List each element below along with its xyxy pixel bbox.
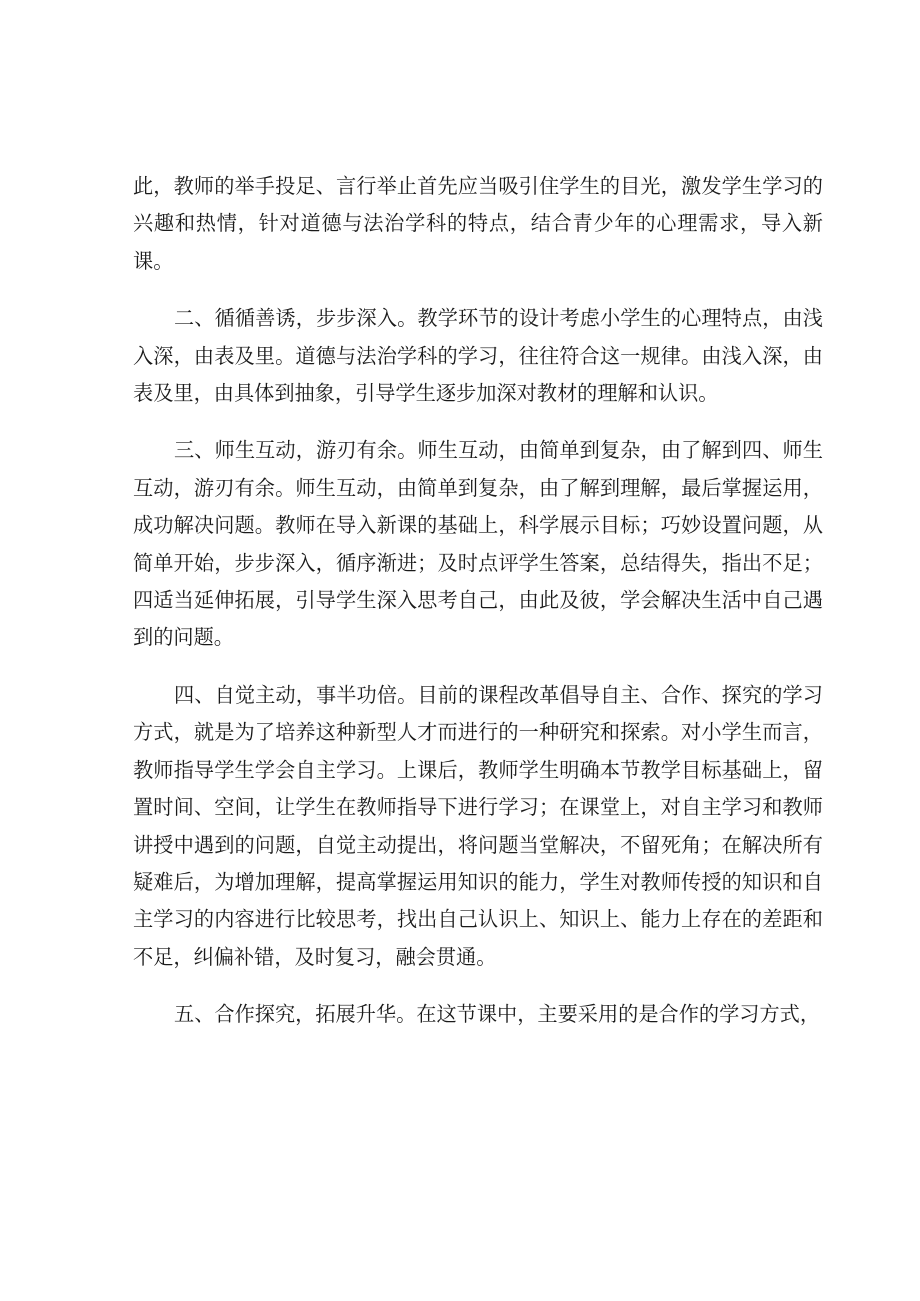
paragraph-continuation: 此，教师的举手投足、言行举止首先应当吸引住学生的目光，激发学生学习的兴趣和热情，针对道德与法治学科的特点，结合青少年的心理需求，导入新课。 <box>133 174 823 273</box>
paragraph-section-four: 四、自觉主动，事半功倍。目前的课程改革倡导自主、合作、探究的学习方式，就是为了培养这种新型人才而进行的一种研究和探索。对小学生而言，教师指导学生学会自主学习。上课后，教师学生明确本节教学目标基础上，留置时间、空间，让学生在教师指导下进行学习；在课堂上，对自主学习和教师讲授中遇到的问题，自觉主动提出，将问题当堂解决，不留死角；在解决所有疑难后，为增加理解，提高掌握运用知识的能力，学生对教师传授的知识和自主学习的内容进行比较思考，找出自己认识上、知识上、能力上存在的差距和不足，纠偏补错，及时复习，融会贯通。 <box>133 682 823 969</box>
paragraph-section-two: 二、循循善诱，步步深入。教学环节的设计考虑小学生的心理特点，由浅入深，由表及里。道德与法治学科的学习，往往符合这一规律。由浅入深，由表及里，由具体到抽象，引导学生逐步加深对教材的理解和认识。 <box>133 306 823 406</box>
document-body <box>133 168 823 1054</box>
paragraph-section-five: 五、合作探究，拓展升华。在这节课中，主要采用的是合作的学习方式， <box>174 1002 821 1027</box>
paragraph-section-three: 三、师生互动，游刃有余。师生互动，由简单到复杂，由了解到四、师生互动，游刃有余。师生互动，由简单到复杂，由了解到理解，最后掌握运用，成功解决问题。教师在导入新课的基础上，科学展示目标；巧妙设置问题，从简单开始，步步深入，循序渐进；及时点评学生答案，总结得失，指出不足；四适当延伸拓展，引导学生深入思考自己，由此及彼，学会解决生活中自己遇到的问题。 <box>133 438 823 650</box>
